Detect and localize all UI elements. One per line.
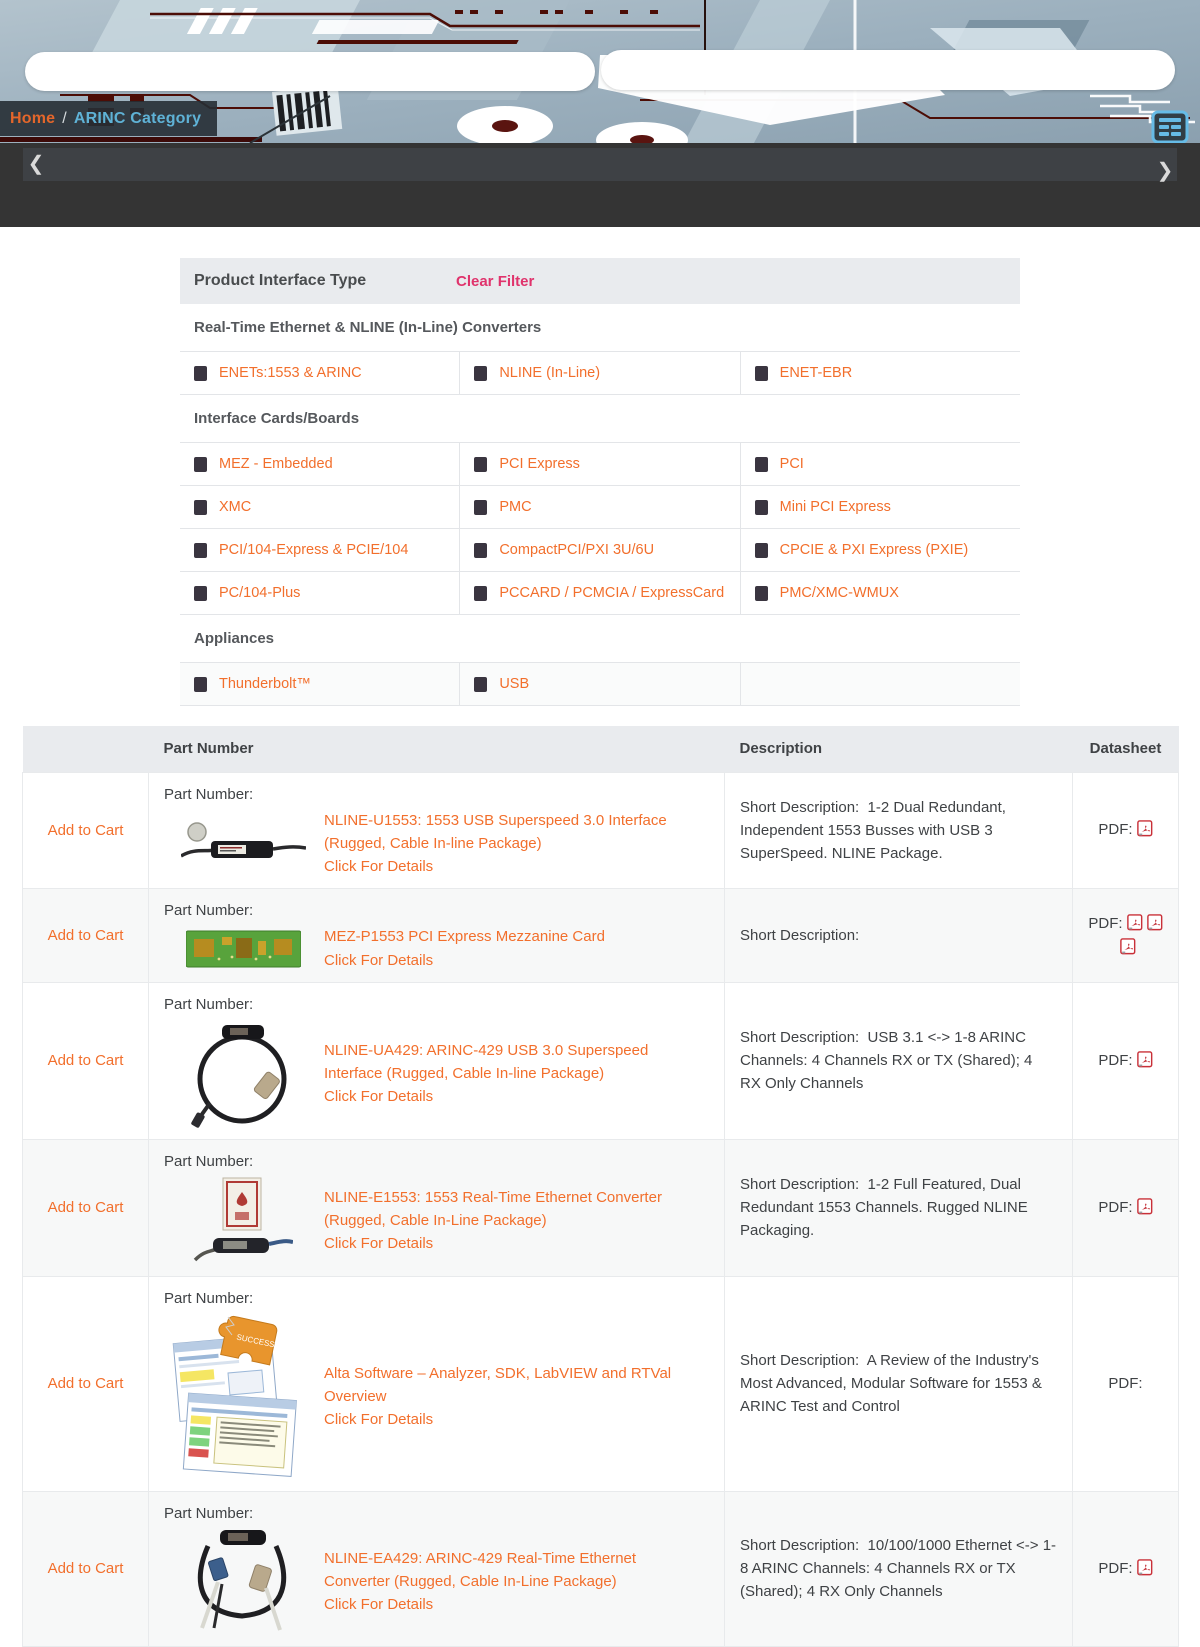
column-header-description: Description: [725, 726, 1073, 772]
svg-text:SUCCESS: SUCCESS: [235, 1332, 276, 1350]
checkbox-icon: [194, 457, 207, 472]
checkbox-icon: [755, 457, 768, 472]
click-for-details-link[interactable]: Click For Details: [324, 858, 434, 875]
pdf-file-icon[interactable]: [1137, 1198, 1153, 1215]
filter-item-pci[interactable]: PCI: [741, 443, 1020, 485]
product-image-alta-software[interactable]: [164, 1313, 322, 1481]
product-short-description: Short Description: 1-2 Dual Redundant, Independent 1553 Busses with USB 3 SuperSpeed. NLINE Package.: [725, 772, 1073, 889]
breadcrumb-separator: /: [62, 109, 67, 127]
filter-item-cpcie-pxi-express-pxie[interactable]: CPCIE & PXI Express (PXIE): [741, 529, 1020, 571]
filter-item-pmc-xmc-wmux[interactable]: PMC/XMC-WMUX: [741, 572, 1020, 614]
product-title-link[interactable]: MEZ-P1553 PCI Express Mezzanine Card: [324, 928, 605, 946]
product-carousel: [0, 143, 1200, 227]
product-image-nline-u1553[interactable]: [164, 818, 322, 868]
click-for-details-link[interactable]: Click For Details: [324, 1411, 434, 1429]
checkbox-icon: [474, 677, 487, 692]
product-short-description: Short Description: USB 3.1 <-> 1-8 ARINC Channels: 4 Channels RX or TX (Shared); 4 RX Only Channels: [725, 982, 1073, 1139]
product-image-nline-e1553[interactable]: [164, 1176, 322, 1266]
pdf-label: PDF:: [1108, 1374, 1143, 1392]
part-number-label: Part Number:: [164, 902, 254, 920]
datasheet-cell: [1073, 1139, 1179, 1276]
product-title-link[interactable]: NLINE-EA429: ARINC-429 Real-Time Ethernet Converter (Rugged, Cable In-Line Package): [324, 1549, 637, 1591]
filter-item-mini-pci-express[interactable]: Mini PCI Express: [741, 486, 1020, 528]
product-title-link[interactable]: NLINE-U1553: 1553 USB Superspeed 3.0 Interface (Rugged, Cable In-line Package): [324, 811, 667, 852]
checkbox-icon: [194, 677, 207, 692]
filter-item-empty: [741, 663, 1020, 705]
product-title-link[interactable]: NLINE-E1553: 1553 Real-Time Ethernet Converter (Rugged, Cable In-Line Package): [324, 1188, 662, 1230]
add-to-cart-link[interactable]: Add to Cart: [47, 1560, 124, 1578]
checkbox-icon: [474, 457, 487, 472]
filter-title: Product Interface Type: [194, 272, 367, 289]
filter-item-pci-express[interactable]: PCI Express: [460, 443, 739, 485]
checkbox-icon: [474, 586, 487, 601]
product-row: [23, 1276, 1179, 1491]
part-number-label: Part Number:: [164, 1504, 254, 1522]
list-form-icon[interactable]: [1151, 110, 1189, 143]
pdf-label: PDF:: [1098, 1198, 1133, 1216]
filter-panel: [180, 258, 1020, 706]
filter-header: [180, 258, 1020, 304]
main-content: [0, 227, 1200, 1614]
checkbox-icon: [194, 500, 207, 515]
header-search-right[interactable]: [601, 50, 1175, 90]
product-row: [23, 982, 1179, 1139]
add-to-cart-link[interactable]: Add to Cart: [47, 821, 124, 839]
click-for-details-link[interactable]: Click For Details: [324, 1088, 434, 1106]
column-header-cart: [23, 726, 149, 772]
product-short-description: Short Description: 1-2 Full Featured, Dual Redundant 1553 Channels. Rugged NLINE Packaging.: [725, 1139, 1073, 1276]
product-short-description: Short Description:: [725, 889, 1073, 983]
filter-grid-cards: [180, 442, 1020, 615]
filter-item-compactpci-pxi-3u6u[interactable]: CompactPCI/PXI 3U/6U: [460, 529, 739, 571]
part-number-label: Part Number:: [164, 1289, 254, 1307]
filter-item-usb[interactable]: USB: [460, 663, 739, 705]
pdf-file-icon[interactable]: [1137, 1559, 1153, 1576]
pdf-label: PDF:: [1098, 1559, 1133, 1577]
product-image-nline-ea429[interactable]: [164, 1528, 322, 1636]
checkbox-icon: [755, 366, 768, 381]
filter-grid-converters: [180, 351, 1020, 395]
filter-item-pci104-express-pcie104[interactable]: PCI/104-Express & PCIE/104: [180, 529, 459, 571]
filter-group-label-cards: Interface Cards/Boards: [180, 395, 1020, 442]
add-to-cart-link[interactable]: Add to Cart: [47, 927, 124, 944]
pdf-label: PDF:: [1088, 914, 1123, 932]
pdf-file-icon[interactable]: [1120, 938, 1136, 955]
table-header-row: [23, 726, 1179, 772]
product-title-link[interactable]: NLINE-UA429: ARINC-429 USB 3.0 Superspeed Interface (Rugged, Cable In-line Package): [324, 1041, 649, 1083]
checkbox-icon: [194, 586, 207, 601]
datasheet-cell: [1073, 1276, 1179, 1491]
pdf-label: PDF:: [1098, 821, 1133, 839]
pdf-file-icon[interactable]: [1137, 820, 1153, 837]
filter-item-thunderbolt[interactable]: Thunderbolt™: [180, 663, 459, 705]
product-image-nline-ua429[interactable]: [164, 1019, 322, 1129]
filter-item-pmc[interactable]: PMC: [460, 486, 739, 528]
click-for-details-link[interactable]: Click For Details: [324, 1596, 434, 1614]
product-title-link[interactable]: Alta Software – Analyzer, SDK, LabVIEW and RTVal Overview: [324, 1364, 672, 1406]
header-banner: [0, 0, 1200, 143]
filter-group-label-converters: Real-Time Ethernet & NLINE (In-Line) Converters: [180, 304, 1020, 351]
product-short-description: Short Description: A Review of the Industry's Most Advanced, Modular Software for 1553 & ARINC Test and Control: [725, 1276, 1073, 1491]
filter-group-label-appliances: Appliances: [180, 615, 1020, 662]
carousel-track: [23, 148, 1177, 181]
add-to-cart-link[interactable]: Add to Cart: [47, 1199, 124, 1217]
filter-item-enet-ebr[interactable]: ENET-EBR: [741, 352, 1020, 394]
chevron-right-icon[interactable]: ❯: [1156, 160, 1174, 182]
breadcrumb: [0, 101, 217, 136]
click-for-details-link[interactable]: Click For Details: [324, 1235, 434, 1253]
checkbox-icon: [474, 500, 487, 515]
filter-item-nline-in-line[interactable]: NLINE (In-Line): [460, 352, 739, 394]
checkbox-icon: [755, 500, 768, 515]
datasheet-cell: [1073, 982, 1179, 1139]
product-short-description: Short Description: 10/100/1000 Ethernet <-> 1-8 ARINC Channels: 4 Channels RX or TX (Shared); 4 RX Only Channels: [725, 1491, 1073, 1646]
part-number-label: Part Number:: [164, 1152, 254, 1170]
checkbox-icon: [755, 543, 768, 558]
breadcrumb-home-link[interactable]: Home: [10, 109, 56, 127]
add-to-cart-link[interactable]: Add to Cart: [47, 1052, 124, 1070]
datasheet-cell: [1073, 1491, 1179, 1646]
product-row: [23, 772, 1179, 889]
checkbox-icon: [474, 543, 487, 558]
datasheet-cell: [1073, 772, 1179, 889]
filter-item-pc104-plus[interactable]: PC/104-Plus: [180, 572, 459, 614]
checkbox-icon: [474, 366, 487, 381]
checkbox-icon: [194, 543, 207, 558]
filter-item-enets-1553-arinc[interactable]: ENETs:1553 & ARINC: [180, 352, 459, 394]
column-header-part-number: Part Number: [149, 726, 725, 772]
column-header-datasheet: Datasheet: [1073, 726, 1179, 772]
breadcrumb-current: ARINC Category: [73, 109, 202, 127]
click-for-details-link[interactable]: Click For Details: [324, 951, 434, 969]
filter-grid-appliances: [180, 662, 1020, 706]
product-row: [23, 889, 1179, 983]
filter-item-mez-embedded[interactable]: MEZ - Embedded: [180, 443, 459, 485]
clear-filter-link[interactable]: Clear Filter: [456, 272, 535, 290]
pdf-file-icon[interactable]: [1137, 1051, 1153, 1068]
header-search-left[interactable]: [25, 52, 595, 91]
part-number-label: Part Number:: [164, 995, 254, 1013]
chevron-left-icon[interactable]: ❮: [27, 153, 45, 175]
pdf-label: PDF:: [1098, 1051, 1133, 1069]
checkbox-icon: [194, 366, 207, 381]
part-number-label: Part Number:: [164, 785, 254, 803]
product-row: [23, 1139, 1179, 1276]
pdf-file-icon[interactable]: [1147, 914, 1163, 931]
product-image-mez-p1553[interactable]: [164, 929, 322, 969]
datasheet-cell: [1073, 889, 1179, 983]
pdf-file-icon[interactable]: [1127, 914, 1143, 931]
products-table: [22, 726, 1178, 1647]
filter-item-pccard-pcmcia-expresscard[interactable]: PCCARD / PCMCIA / ExpressCard: [460, 572, 739, 614]
product-row: [23, 1491, 1179, 1646]
checkbox-icon: [755, 586, 768, 601]
filter-item-xmc[interactable]: XMC: [180, 486, 459, 528]
add-to-cart-link[interactable]: Add to Cart: [47, 1375, 124, 1393]
